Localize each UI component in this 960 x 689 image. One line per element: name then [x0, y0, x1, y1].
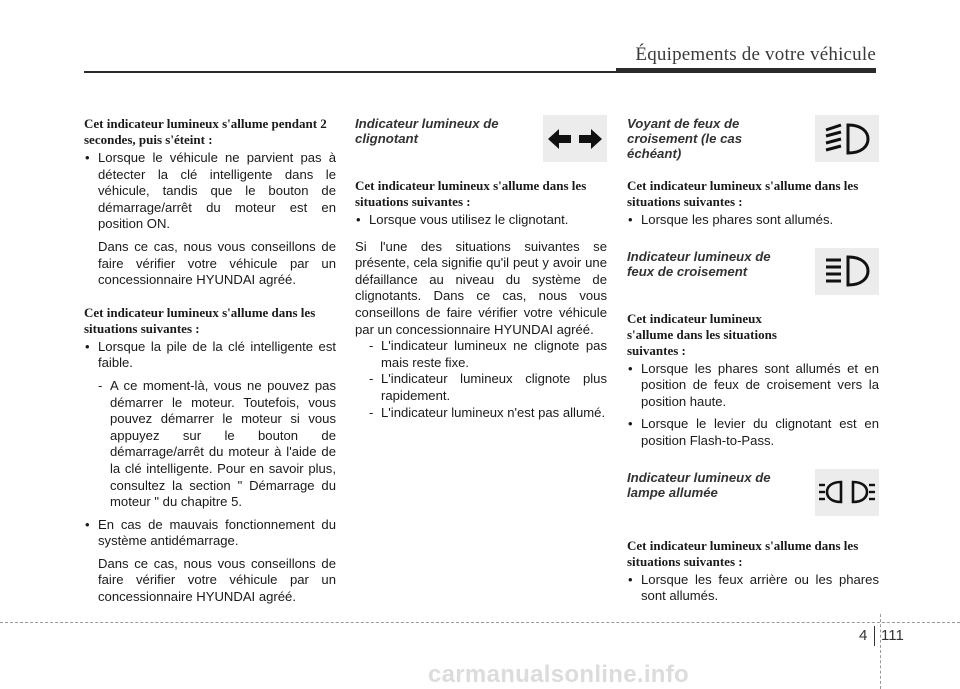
dash-item: - A ce moment-là, vous ne pouvez pas démarrer le moteur. Toutefois, vous pouvez démarrer le moteur si vous appuyez sur le bouton de démarrage/arrêt du moteur à l'aide de la clé intelligente. Pour en savoir plus, consultez la section " Démarrage du moteur " du chapitre 5.: [84, 378, 336, 511]
section-header: [355, 116, 607, 162]
bullet-subtext: Dans ce cas, nous vous conseillons de faire vérifier votre véhicule par un concessionnaire HYUNDAI agréé.: [98, 555, 336, 605]
page-header-title: Équipements de votre véhicule: [635, 44, 876, 65]
lead-text: Cet indicateur lumineux s'allume dans les situations suivantes :: [627, 178, 859, 209]
high-beam-icon: [822, 254, 872, 288]
bullet-item: • Lorsque les feux arrière ou les phares sont allumés.: [627, 572, 879, 605]
section-heading: Indicateur lumineux de feux de croisement: [627, 248, 771, 279]
section-heading: Indicateur lumineux de lampe allumée: [627, 469, 771, 500]
tail-lamp-icon: [818, 479, 876, 505]
bullet-subtext: Dans ce cas, nous vous conseillons de faire vérifier votre véhicule par un concessionnaire HYUNDAI agréé.: [98, 238, 336, 288]
dash-item: - L'indicateur lumineux clignote plus rapidement.: [355, 371, 607, 404]
column-3: [627, 116, 879, 611]
section-header: [627, 249, 879, 295]
spacer: [627, 456, 879, 470]
page-number: 111: [881, 627, 904, 644]
bullet-item: • Lorsque vous utilisez le clignotant.: [355, 212, 607, 229]
footer-vertical-rule: [880, 614, 881, 689]
page-number-separator: [874, 626, 875, 646]
spacer: [627, 235, 879, 249]
section-heading: Indicateur lumineux de clignotant: [355, 116, 499, 146]
high-beam-icon-box: [815, 248, 879, 295]
tail-lamp-icon-box: [815, 469, 879, 516]
bullet-item: • Lorsque les phares sont allumés et en position de feux de croisement vers la position haute.: [627, 361, 879, 411]
column-2: [355, 116, 607, 421]
footer-rule: [0, 622, 960, 623]
column-1: [84, 116, 336, 612]
chapter-number: 4: [859, 627, 868, 644]
watermark: carmanualsonline.info: [428, 661, 690, 688]
lead-text: Cet indicateur lumineux s'allume dans les situations suivantes :: [627, 310, 777, 358]
section-header: [627, 470, 879, 516]
lead-text: Cet indicateur lumineux s'allume dans les situations suivantes :: [355, 178, 587, 209]
lead-text: Cet indicateur lumineux s'allume dans les situations suivantes :: [627, 537, 859, 569]
paragraph: Si l'une des situations suivantes se présente, cela signifie qu'il peut y avoir une défaillance au niveau du système de clignotants. Dans ce cas, nous vous conseillons de faire vérifier votre véhicule par un concessionnaire HYUNDAI agréé.: [355, 238, 607, 337]
section-heading: Voyant de feux de croisement (le cas échéant): [627, 116, 743, 161]
bullet-item: • Lorsque le véhicule ne parvient pas à détecter la clé intelligente dans le véhicule, tandis que le bouton de démarrage/arrêt du moteur est en position ON.: [84, 150, 336, 233]
low-beam-icon-box: [815, 115, 879, 162]
spacer: [84, 295, 336, 305]
header-rule: [84, 71, 876, 73]
turn-signal-arrows-icon: [547, 127, 603, 151]
bullet-item: • Lorsque la pile de la clé intelligente est faible.: [84, 339, 336, 372]
dash-item: - L'indicateur lumineux n'est pas allumé.: [355, 405, 607, 422]
bullet-item: • En cas de mauvais fonctionnement du système antidémarrage.: [84, 517, 336, 550]
turn-signal-icon-box: [543, 115, 607, 162]
section-header: [627, 116, 879, 162]
lead-text: Cet indicateur lumineux s'allume pendant 2 secondes, puis s'éteint :: [84, 116, 327, 147]
bullet-item: • Lorsque les phares sont allumés.: [627, 212, 879, 229]
dash-item: - L'indicateur lumineux ne clignote pas mais reste fixe.: [355, 338, 607, 371]
lead-text: Cet indicateur lumineux s'allume dans les situations suivantes :: [84, 304, 316, 336]
bullet-item: • Lorsque le levier du clignotant est en position Flash-to-Pass.: [627, 416, 879, 449]
low-beam-icon: [822, 122, 872, 156]
